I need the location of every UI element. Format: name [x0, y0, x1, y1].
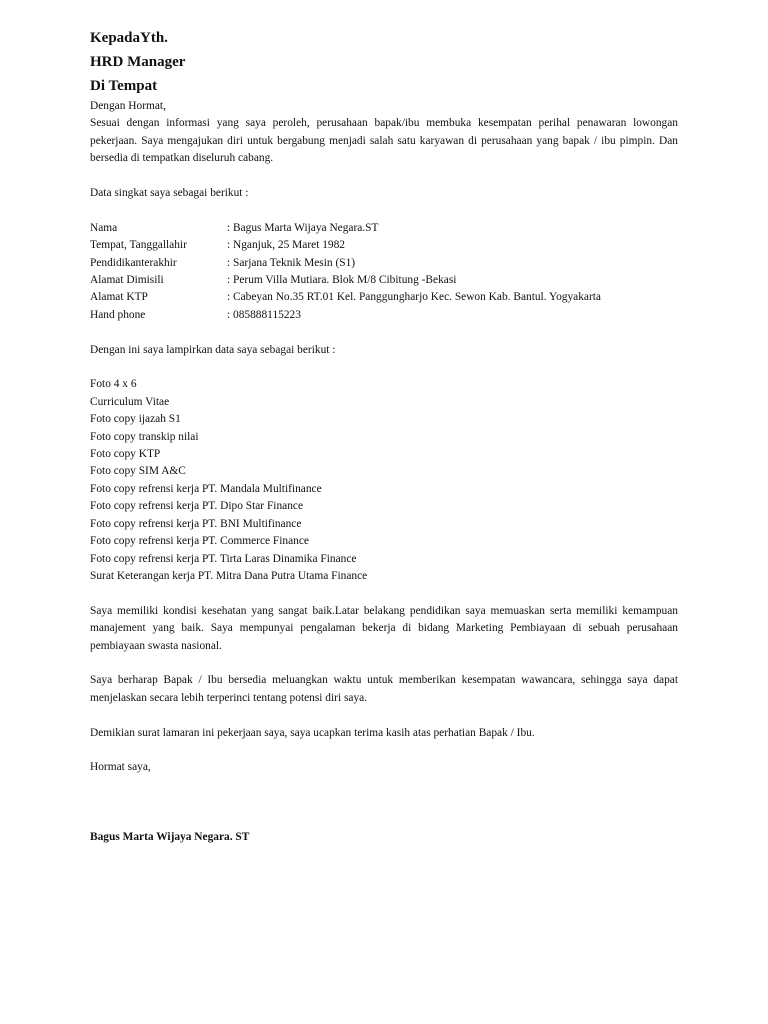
addressee-block: [90, 26, 678, 98]
personal-data-label: Pendidikanterakhir: [90, 256, 177, 269]
personal-data-row: [90, 272, 601, 289]
health-paragraph: Saya memiliki kondisi kesehatan yang sangat baik.Latar belakang pendidikan saya memuaskan serta memiliki kemampuan manajement yang baik. Saya mempunyai pengalaman bekerja di bidang Marketing Pembiayaan di sebuah perusahaan pembiayaan swasta nasional.: [90, 604, 678, 652]
personal-data-label: Tempat, Tanggallahir: [90, 239, 187, 252]
personal-data-label: Nama: [90, 221, 118, 234]
personal-data-value: : Sarjana Teknik Mesin (S1): [227, 256, 356, 269]
personal-data-row: [90, 237, 601, 254]
attachment-item: Foto copy refrensi kerja PT. Commerce Finance: [90, 535, 309, 548]
attachment-item: Foto copy refrensi kerja PT. Dipo Star Finance: [90, 500, 303, 513]
attachments-intro: Dengan ini saya lampirkan data saya sebagai berikut :: [90, 343, 336, 356]
attachment-item: Foto copy refrensi kerja PT. Mandala Multifinance: [90, 482, 322, 495]
signature-name: Bagus Marta Wijaya Negara. ST: [90, 830, 250, 843]
personal-data-value: : Nganjuk, 25 Maret 1982: [227, 239, 345, 252]
personal-data-row: [90, 255, 601, 272]
attachment-item: Curriculum Vitae: [90, 395, 170, 408]
closing-paragraph: Demikian surat lamaran ini pekerjaan saya, saya ucapkan terima kasih atas perhatian Bapak / Ibu.: [90, 726, 535, 739]
regards: Hormat saya,: [90, 761, 151, 774]
personal-data-value: : Bagus Marta Wijaya Negara.ST: [227, 221, 379, 234]
attachment-item: Foto copy refrensi kerja PT. BNI Multifinance: [90, 517, 302, 530]
letter-body: [90, 98, 678, 846]
addressee-line-3: Di Tempat: [90, 78, 158, 94]
hope-paragraph: Saya berharap Bapak / Ibu bersedia meluangkan waktu untuk memberikan kesempatan wawancara, sehingga saya dapat menjelaskan secara lebih terperinci tentang potensi diri saya.: [90, 674, 678, 704]
addressee-line-1: KepadaYth.: [90, 30, 168, 46]
attachment-item: Surat Keterangan kerja PT. Mitra Dana Putra Utama Finance: [90, 569, 368, 582]
attachment-item: Foto copy KTP: [90, 448, 161, 461]
personal-data-label: Alamat KTP: [90, 291, 148, 304]
personal-data-label: Alamat Dimisili: [90, 274, 164, 287]
attachment-item: Foto copy refrensi kerja PT. Tirta Laras Dinamika Finance: [90, 552, 357, 565]
personal-data-value: : Cabeyan No.35 RT.01 Kel. Panggungharjo Kec. Sewon Kab. Bantul. Yogyakarta: [227, 291, 601, 304]
attachments-list: [90, 376, 678, 585]
personal-data-value: : 085888115223: [227, 308, 301, 321]
intro-paragraph: Sesuai dengan informasi yang saya peroleh, perusahaan bapak/ibu membuka kesempatan perihal penawaran lowongan pekerjaan. Saya mengajukan diri untuk bergabung menjadi salah satu karyawan di perusahaan yang bapak / ibu pimpin. Dan bersedia di tempatkan diseluruh cabang.: [90, 117, 678, 165]
addressee-line-2: HRD Manager: [90, 54, 186, 70]
personal-data-row: [90, 220, 601, 237]
personal-data-value: : Perum Villa Mutiara. Blok M/8 Cibitung -Bekasi: [227, 274, 457, 287]
salutation: Dengan Hormat,: [90, 100, 166, 112]
personal-data-row: [90, 289, 601, 306]
attachment-item: Foto copy SIM A&C: [90, 465, 186, 478]
personal-data-row: [90, 307, 601, 324]
attachment-item: Foto 4 x 6: [90, 378, 137, 391]
attachment-item: Foto copy ijazah S1: [90, 413, 181, 426]
data-intro: Data singkat saya sebagai berikut :: [90, 187, 249, 200]
personal-data-label: Hand phone: [90, 308, 146, 321]
personal-data-table: [90, 220, 601, 324]
attachment-item: Foto copy transkip nilai: [90, 430, 199, 443]
